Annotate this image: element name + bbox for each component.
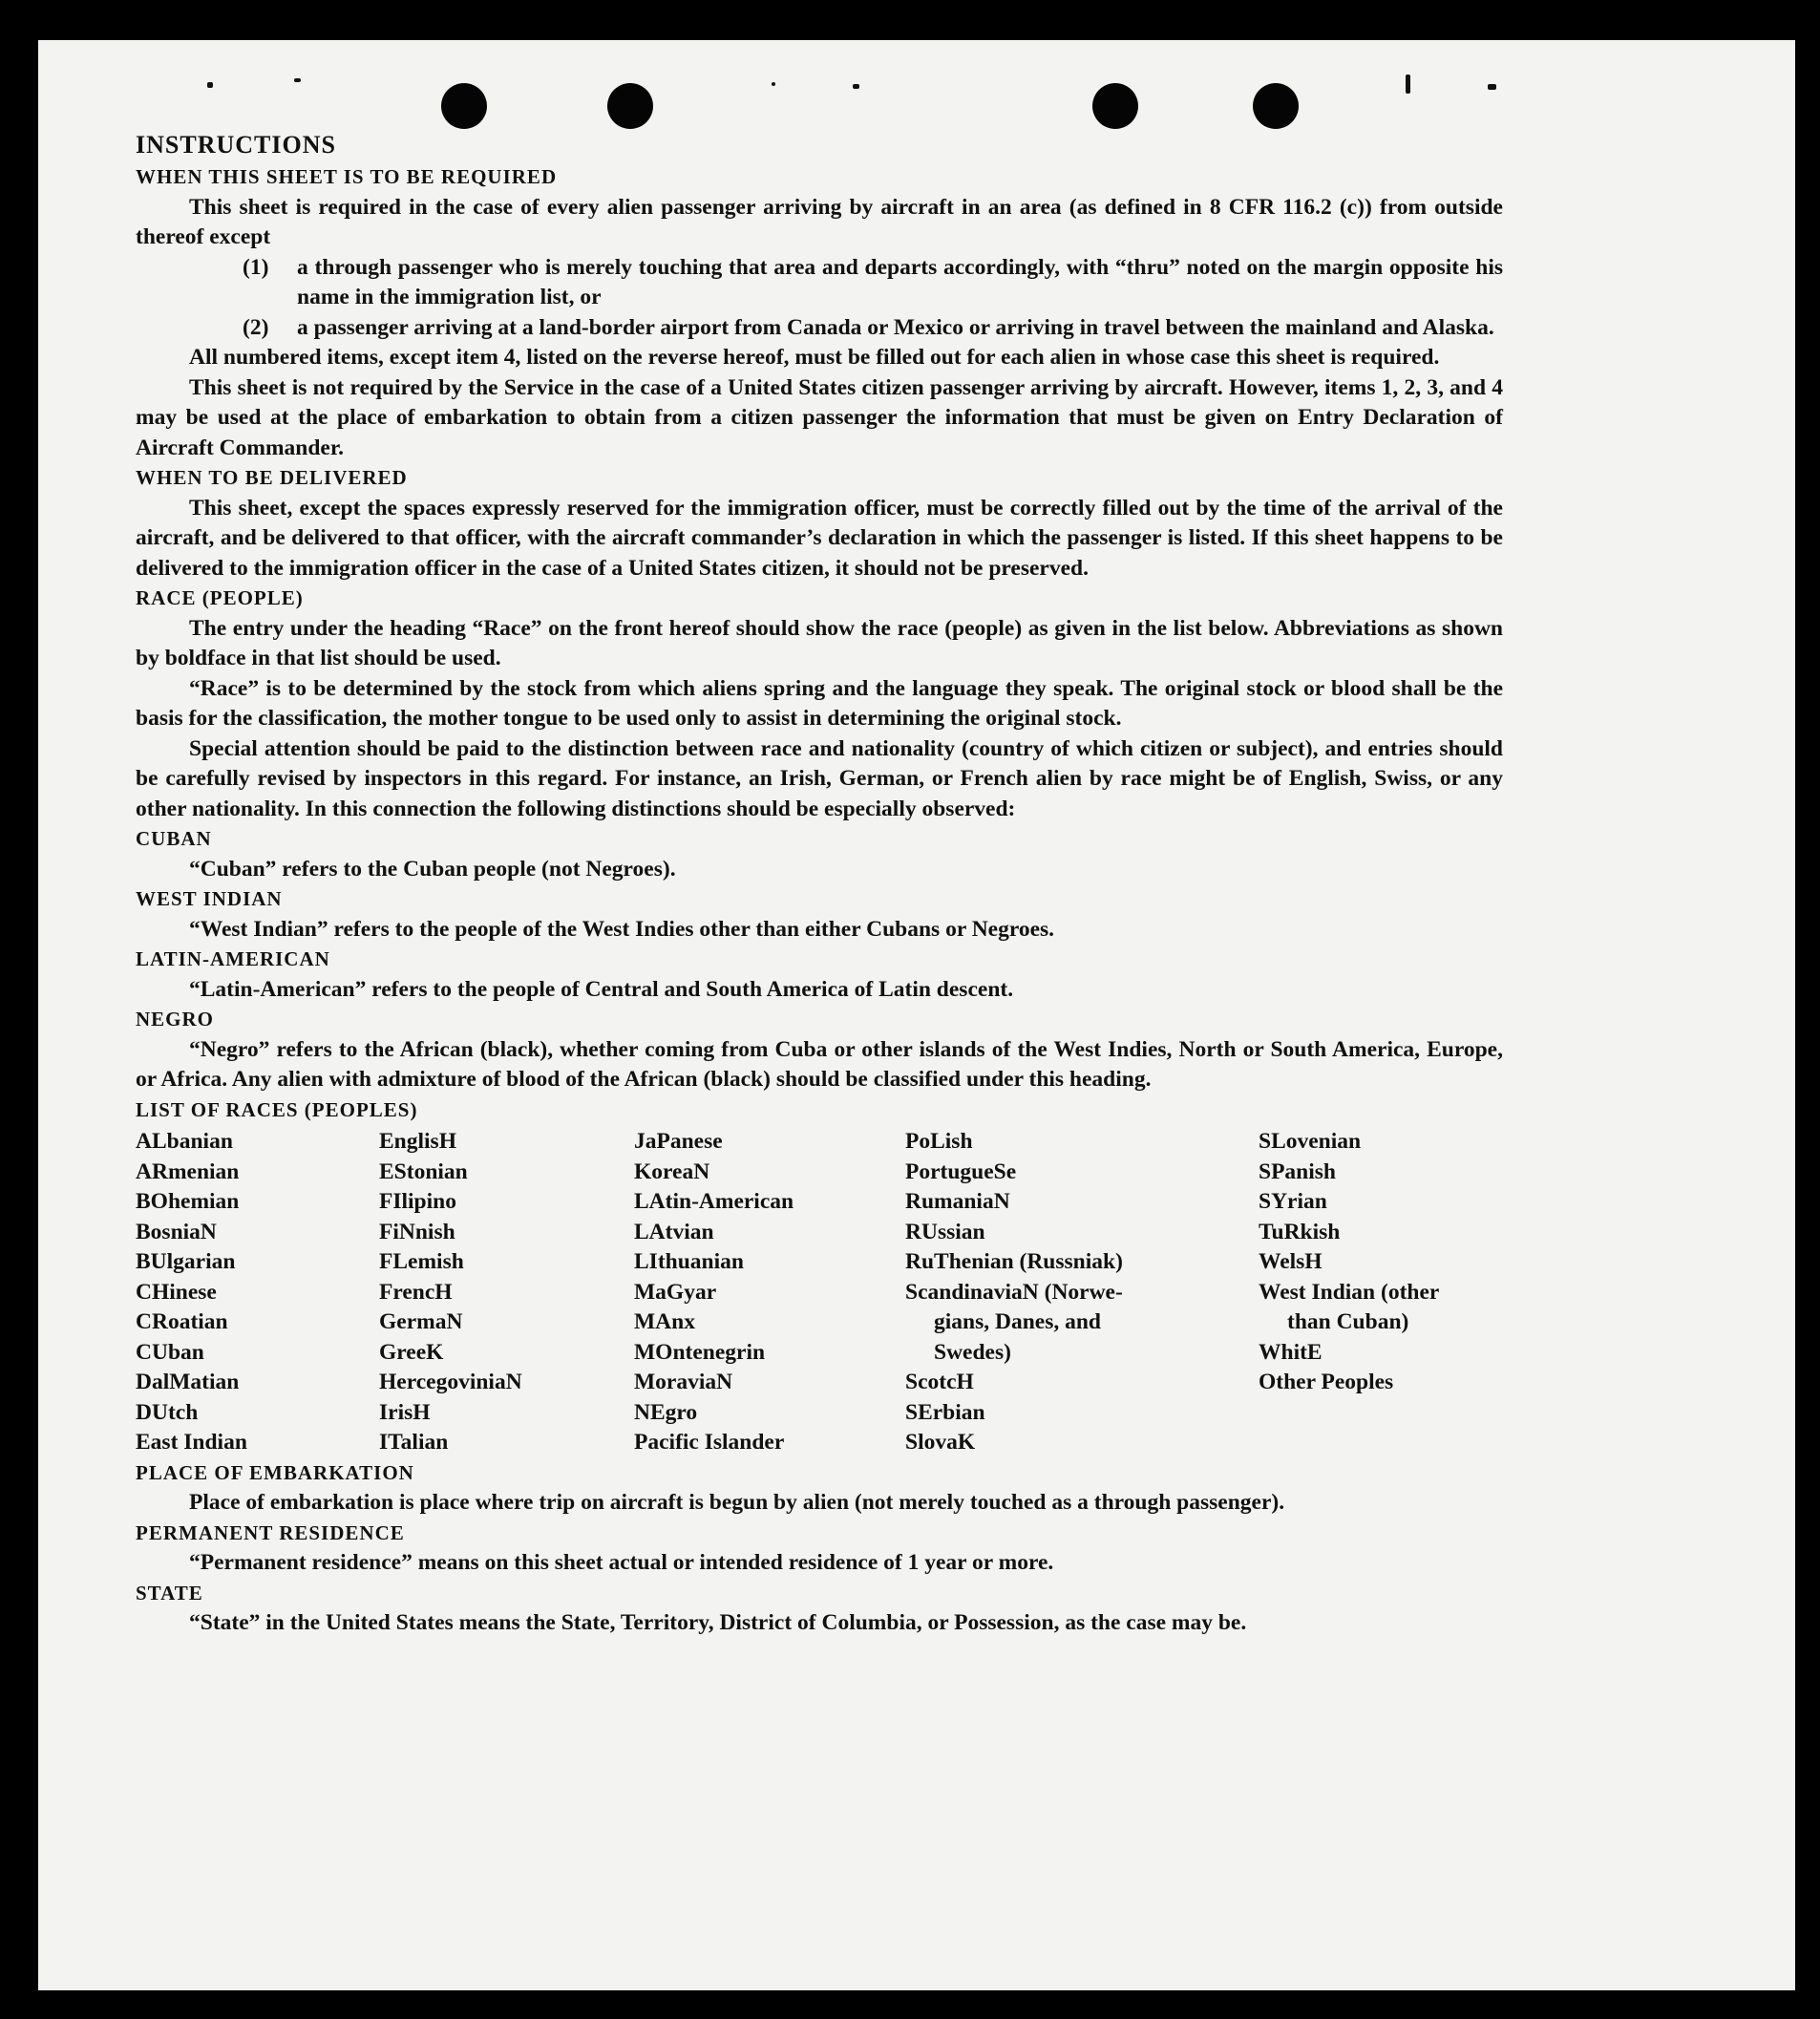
race-entry: PortugueSe [905,1158,1017,1184]
race-entry: WelsH [1259,1249,1323,1274]
race-list [136,1127,1503,1458]
paragraph: The entry under the heading “Race” on the front hereof should show the race (people) as given in the list below. Abbreviations as shown by boldface in that list should be used. [136,615,1503,670]
race-entry: BosniaN [136,1219,217,1244]
race-entry-continued: gians, Danes, and [934,1309,1101,1334]
race-entry: LAtvian [634,1219,714,1244]
race-entry: CHinese [136,1279,217,1305]
race-entry-continued: than Cuban) [1287,1309,1409,1334]
race-entry: NEgro [634,1399,698,1425]
race-entry: ITalian [379,1430,449,1455]
item-number: (2) [243,314,269,340]
section-heading: NEGRO [136,1008,215,1031]
race-entry: SLovenian [1259,1129,1362,1154]
race-entry: East Indian [136,1430,247,1455]
race-entry: SErbian [905,1399,985,1425]
race-entry: GreeK [379,1339,444,1365]
race-entry: MoraviaN [634,1370,733,1394]
paragraph: All numbered items, except item 4, listed on the reverse hereof, must be filled out for each alien in whose case this sheet is required. [189,345,1440,370]
race-entry: RuThenian (Russniak) [905,1249,1123,1274]
race-entry: West Indian (other [1259,1279,1440,1305]
race-column [905,1127,1259,1458]
paragraph: “Latin-American” refers to the people of Central and South America of Latin descent. [189,976,1014,1002]
race-entry: IrisH [379,1399,431,1425]
section-heading: STATE [136,1581,203,1605]
ink-speck [207,82,213,88]
race-entry: BOhemian [136,1189,240,1214]
race-entry: MaGyar [634,1279,717,1305]
paragraph: This sheet, except the spaces expressly reserved for the immigration officer, must be correctly filled out by the time of the arrival of the aircraft, and be delivered to that officer, with the aircraft commander’s declaration in which the passenger is listed. If this sheet happens to be delivered to the immigration officer in the case of a United States citizen, it should not be preserved. [136,495,1503,581]
race-entry: ScotcH [905,1370,974,1394]
race-entry: Pacific Islander [634,1430,785,1455]
punch-hole [607,83,653,129]
paragraph: This sheet is required in the case of every alien passenger arriving by aircraft in an area (as defined in 8 CFR 116.2 (c)) from outside thereof except [136,194,1503,249]
race-entry: SlovaK [905,1430,976,1455]
race-entry: ALbanian [136,1129,233,1154]
race-entry: RumaniaN [905,1189,1010,1214]
race-entry: MAnx [634,1309,695,1334]
paragraph: “West Indian” refers to the people of the West Indies other than either Cubans or Negroes. [189,916,1055,942]
race-entry: LAtin-American [634,1189,794,1214]
race-entry: FLemish [379,1249,464,1274]
paragraph: “Cuban” refers to the Cuban people (not Negroes). [189,856,676,882]
section-heading: LIST OF RACES (PEOPLES) [136,1097,418,1121]
race-entry: FIlipino [379,1189,456,1214]
race-entry: SYrian [1259,1189,1327,1214]
section-heading: PERMANENT RESIDENCE [136,1520,405,1544]
race-entry: FrencH [379,1279,453,1305]
section-heading: RACE (PEOPLE) [136,586,304,609]
race-column [634,1127,905,1458]
race-entry: ScandinaviaN (Norwe- [905,1279,1123,1305]
race-entry: GermaN [379,1309,463,1334]
race-entry: PoLish [905,1129,973,1154]
race-entry: HercegoviniaN [379,1370,522,1394]
race-entry: KoreaN [634,1158,710,1184]
section-heading: WEST INDIAN [136,887,283,910]
ink-speck [853,84,859,89]
section-heading: PLACE OF EMBARKATION [136,1460,414,1484]
punch-hole [1092,83,1138,129]
item-text: a passenger arriving at a land-border airport from Canada or Mexico or arriving in travel between the mainland and Alaska. [297,314,1494,340]
section-heading: CUBAN [136,827,212,850]
ink-speck [294,78,301,82]
paragraph: “Negro” refers to the African (black), whether coming from Cuba or other islands of the West Indies, North or South America, Europe, or Africa. Any alien with admixture of blood of the African (black) should be classified under this heading. [136,1036,1503,1092]
race-entry-continued: Swedes) [934,1339,1011,1365]
ink-speck [1488,84,1496,90]
instructions-text [136,128,1503,1639]
item-text: a through passenger who is merely touching that area and departs accordingly, with “thru” noted on the margin opposite his name in the immigration list, or [297,254,1503,309]
race-entry: EnglisH [379,1129,456,1154]
paragraph: Special attention should be paid to the distinction between race and nationality (country of which citizen or subject), and entries should be carefully revised by inspectors in this regard. For instance, an Irish, German, or French alien by race might be of English, Swiss, or any other nationality. In this connection the following distinctions should be especially observed: [136,735,1503,821]
section-heading: WHEN THIS SHEET IS TO BE REQUIRED [136,165,558,188]
race-entry: LIthuanian [634,1249,744,1274]
race-entry: DalMatian [136,1370,240,1394]
race-entry: JaPanese [634,1129,723,1154]
paragraph: This sheet is not required by the Service in the case of a United States citizen passenger arriving by aircraft. However, items 1, 2, 3, and 4 may be used at the place of embarkation to obtain from a citizen passenger the information that must be given on Entry Declaration of Aircraft Commander. [136,374,1503,460]
paragraph: “State” in the United States means the State, Territory, District of Columbia, or Possession, as the case may be. [189,1610,1247,1635]
punch-hole [441,83,487,129]
punch-hole [1253,83,1299,129]
race-entry: SPanish [1259,1158,1336,1184]
paragraph: “Permanent residence” means on this sheet actual or intended residence of 1 year or more. [189,1550,1054,1575]
item-number: (1) [243,254,269,280]
race-entry: FiNnish [379,1219,455,1244]
race-entry: TuRkish [1259,1219,1341,1244]
race-column [1259,1127,1503,1458]
race-column [379,1127,634,1458]
race-column [136,1127,379,1458]
race-entry: CUban [136,1339,204,1365]
race-entry: MOntenegrin [634,1339,766,1365]
race-entry: BUlgarian [136,1249,236,1274]
race-entry: WhitE [1259,1339,1323,1365]
section-heading: LATIN-AMERICAN [136,947,330,970]
race-entry: EStonian [379,1158,468,1184]
race-entry: RUssian [905,1219,985,1244]
ink-speck [1406,74,1410,94]
ink-speck [772,82,775,86]
paragraph: Place of embarkation is place where trip on aircraft is begun by alien (not merely touched as a through passenger). [189,1490,1285,1515]
race-entry: ARmenian [136,1158,240,1184]
race-entry: DUtch [136,1399,199,1425]
paragraph: “Race” is to be determined by the stock from which aliens spring and the language they speak. The original stock or blood shall be the basis for the classification, the mother tongue to be used only to assist in determining the original stock. [136,675,1503,731]
race-entry: Other Peoples [1259,1370,1394,1394]
race-entry: CRoatian [136,1309,228,1334]
list-item [243,313,1503,344]
section-heading: WHEN TO BE DELIVERED [136,466,408,489]
list-item [243,253,1503,313]
page-title: INSTRUCTIONS [136,131,336,159]
document-page [38,40,1795,1990]
